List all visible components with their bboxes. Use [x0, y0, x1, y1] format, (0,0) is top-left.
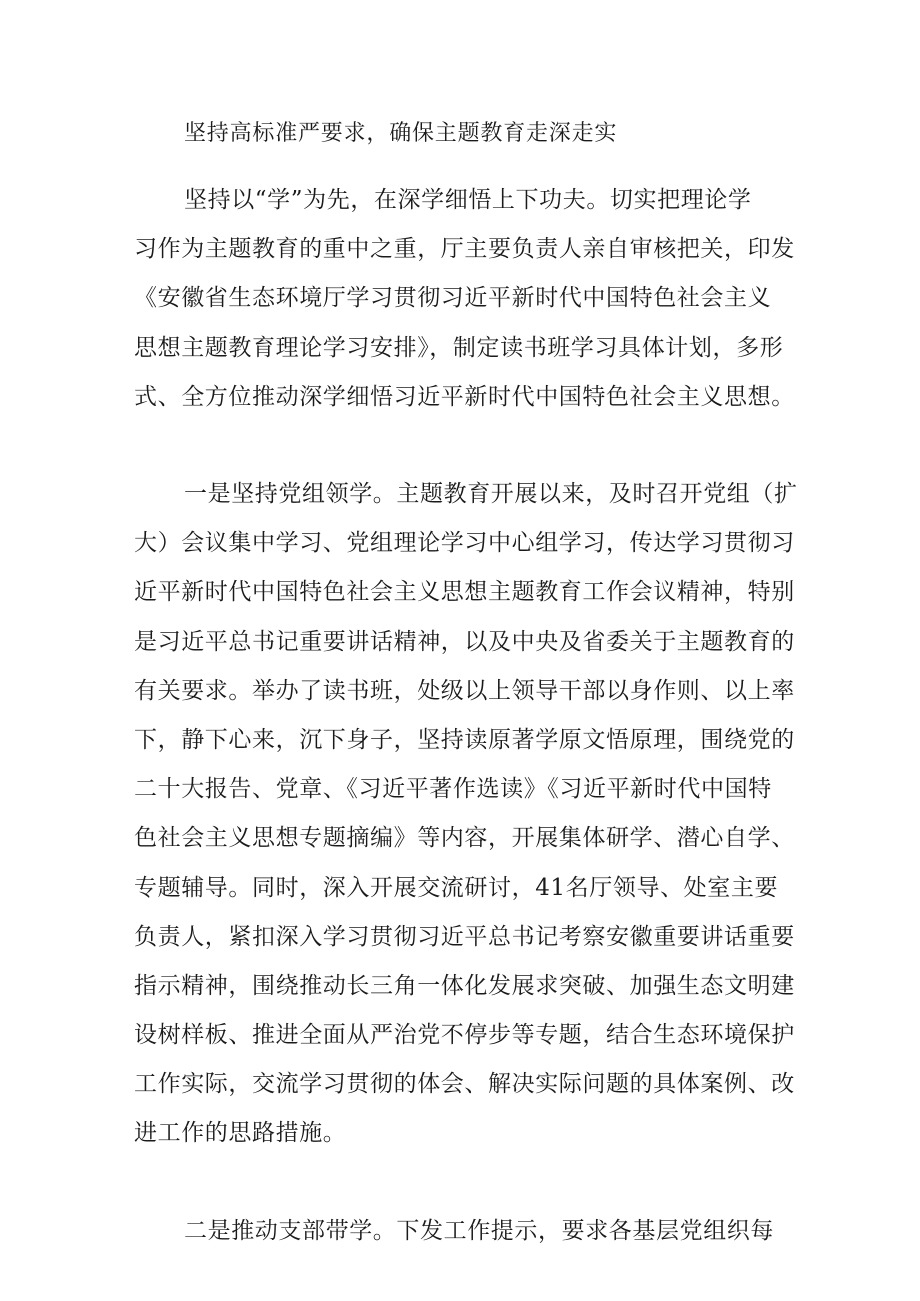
paragraph-line: 负责人，紧扣深入学习贯彻习近平总书记考察安徽重要讲话重要: [134, 923, 795, 950]
paragraph-branch-leads: [134, 1207, 824, 1256]
paragraph-line: 指示精神，围绕推动长三角一体化发展求突破、加强生态文明建: [134, 972, 795, 999]
paragraph-line: 坚持以“学”为先，在深学细悟上下功夫。切实把理论学: [184, 187, 752, 213]
paragraph-line: 进工作的思路措施。: [134, 1120, 347, 1147]
paragraph-line: 是习近平总书记重要讲话精神，以及中央及省委关于主题教育的: [134, 628, 795, 655]
paragraph-line: 习作为主题教育的重中之重，厅主要负责人亲自审核把关，印发: [134, 236, 795, 263]
paragraph-line: 思想主题教育理论学习安排》，制定读书班学习具体计划，多形: [134, 334, 784, 361]
paragraph-line: 一是坚持党组领学。主题教育开展以来，及时召开党组（扩: [184, 481, 798, 507]
paragraph-line: 近平新时代中国特色社会主义思想主题教育工作会议精神，特别: [134, 579, 795, 606]
paragraph-line: 二是推动支部带学。下发工作提示，要求各基层党组织每: [184, 1218, 774, 1244]
paragraph-line: 二十大报告、党章、《习近平著作选读》《习近平新时代中国特: [134, 776, 772, 803]
paragraph-party-group-leads: [134, 470, 824, 1159]
paragraph-line: 下，静下心来，沉下身子，坚持读原著学原文悟原理，围绕党的: [134, 726, 795, 753]
paragraph-line: 工作实际，交流学习贯彻的体会、解决实际问题的具体案例、改: [134, 1071, 795, 1098]
section-heading: [134, 109, 824, 158]
paragraph-line: 式、全方位推动深学细悟习近平新时代中国特色社会主义思想。: [134, 383, 795, 410]
paragraph-line: 大）会议集中学习、党组理论学习中心组学习，传达学习贯彻习: [134, 530, 795, 557]
paragraph-line: 专题辅导。同时，深入开展交流研讨，41名厅领导、处室主要: [134, 874, 779, 901]
paragraph-line: 《安徽省生态环境厅学习贯彻习近平新时代中国特色社会主义: [134, 285, 772, 312]
paragraph-study-first: [134, 176, 824, 422]
heading-text: 坚持高标准严要求，确保主题教育走深走实: [184, 121, 618, 146]
paragraph-line: 色社会主义思想专题摘编》等内容，开展集体研学、潜心自学、: [134, 825, 795, 852]
paragraph-line: 有关要求。举办了读书班，处级以上领导干部以身作则、以上率: [134, 677, 795, 704]
paragraph-line: 设树样板、推进全面从严治党不停步等专题，结合生态环境保护: [134, 1022, 795, 1049]
